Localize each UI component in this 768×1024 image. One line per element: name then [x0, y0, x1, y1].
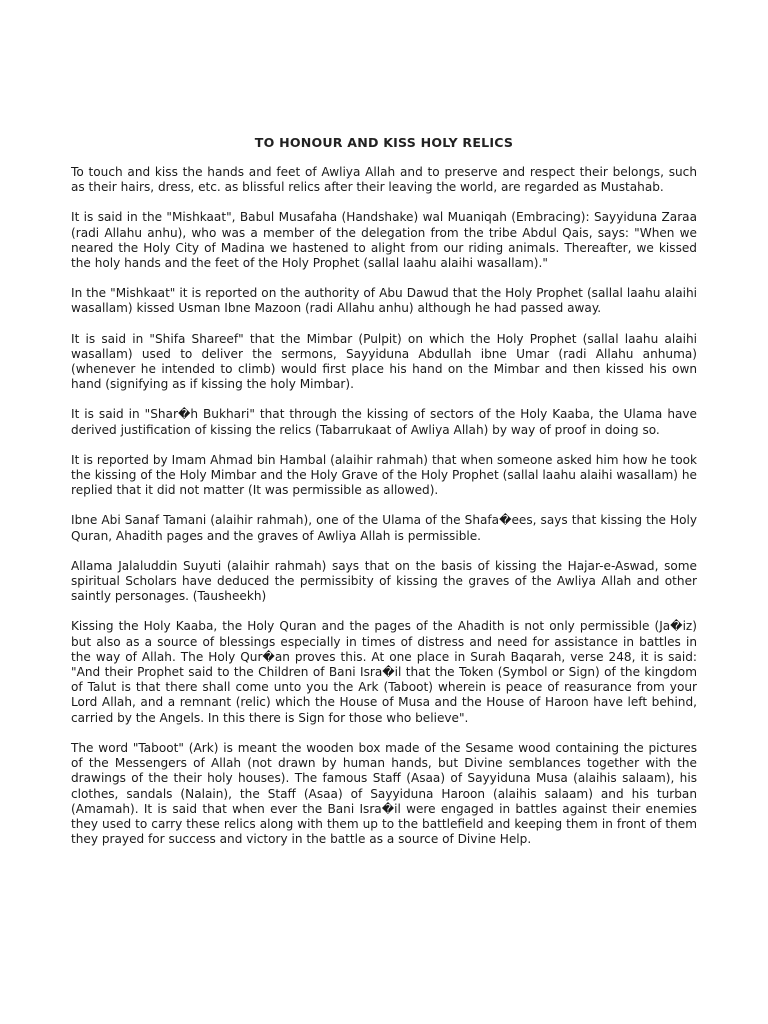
- page-title: TO HONOUR AND KISS HOLY RELICS: [254, 135, 514, 150]
- paragraph-2: It is said in the "Mishkaat", Babul Musafaha (Handshake) wal Muaniqah (Embracing): Sayyiduna Zaraa (radi Allahu anhu), who was a member of the delegation from the tribe Abdul Qais, says: "When we neared the Holy City of Madina we hastened to alight from our riding animals. Thereafter, we kissed the holy hands and the feet of the Holy Prophet (sallal laahu alaihi wasallam).": [71, 210, 697, 271]
- paragraph-9: Kissing the Holy Kaaba, the Holy Quran and the pages of the Ahadith is not only permissible (Ja�iz) but also as a source of blessings especially in times of distress and need for assistance in battles in the way of Allah. The Holy Qur�an proves this. At one place in Surah Baqarah, verse 248, it is said: "And their Prophet said to the Children of Bani Isra�il that the Token (Symbol or Sign) of the kingdom of Talut is that there shall come unto you the Ark (Taboot) wherein is peace of reasurance from your Lord Allah, and a remnant (relic) which the House of Musa and the House of Haroon have left behind, carried by the Angels. In this there is Sign for those who believe".: [71, 619, 697, 725]
- paragraph-5: It is said in "Shar�h Bukhari" that through the kissing of sectors of the Holy Kaaba, the Ulama have derived justification of kissing the relics (Tabarrukaat of Awliya Allah) by way of proof in doing so.: [71, 407, 697, 437]
- document-page: [71, 0, 697, 847]
- paragraph-4: It is said in "Shifa Shareef" that the Mimbar (Pulpit) on which the Holy Prophet (sallal laahu alaihi wasallam) used to deliver the sermons, Sayyiduna Abdullah ibne Umar (radi Allahu anhuma) (whenever he intended to climb) would first place his hand on the Mimbar and then kissed his own hand (signifying as if kissing the holy Mimbar).: [71, 331, 697, 392]
- paragraph-6: It is reported by Imam Ahmad bin Hambal (alaihir rahmah) that when someone asked him how he took the kissing of the Holy Mimbar and the Holy Grave of the Holy Prophet (sallal laahu alaihi wasallam) he replied that it did not matter (It was permissible as allowed).: [71, 452, 697, 498]
- paragraph-1: To touch and kiss the hands and feet of Awliya Allah and to preserve and respect their belongs, such as their hairs, dress, etc. as blissful relics after their leaving the world, are regarded as Mustahab.: [71, 165, 697, 195]
- paragraph-3: In the "Mishkaat" it is reported on the authority of Abu Dawud that the Holy Prophet (sallal laahu alaihi wasallam) kissed Usman Ibne Mazoon (radi Allahu anhu) although he had passed away.: [71, 286, 697, 316]
- paragraph-10: The word "Taboot" (Ark) is meant the wooden box made of the Sesame wood containing the pictures of the Messengers of Allah (not drawn by human hands, but Divine semblances together with the drawings of the their holy houses). The famous Staff (Asaa) of Sayyiduna Musa (alaihis salaam), his clothes, sandals (Nalain), the Staff (Asaa) of Sayyiduna Haroon (alaihis salaam) and his turban (Amamah). It is said that when ever the Bani Isra�il were engaged in battles against their enemies they used to carry these relics along with them up to the battlefield and keeping them in front of them they prayed for success and victory in the battle as a source of Divine Help.: [71, 740, 697, 847]
- paragraph-8: Allama Jalaluddin Suyuti (alaihir rahmah) says that on the basis of kissing the Hajar-e-Aswad, some spiritual Scholars have deduced the permissibity of kissing the graves of the Awliya Allah and other saintly personages. (Tausheekh): [71, 558, 697, 604]
- paragraph-7: Ibne Abi Sanaf Tamani (alaihir rahmah), one of the Ulama of the Shafa�ees, says that kissing the Holy Quran, Ahadith pages and the graves of Awliya Allah is permissible.: [71, 513, 697, 543]
